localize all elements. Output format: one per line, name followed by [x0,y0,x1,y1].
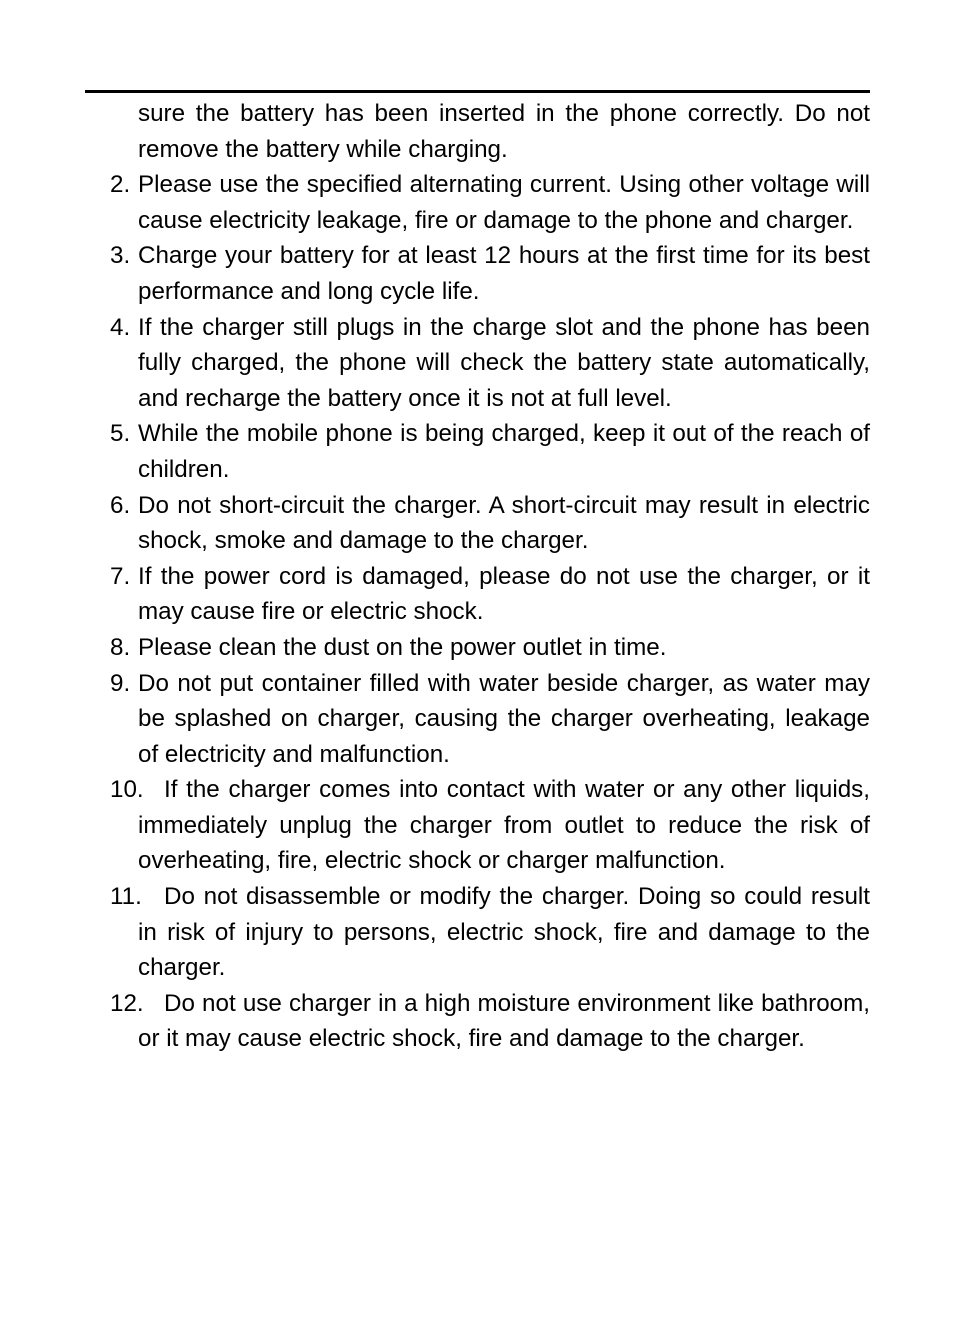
list-item [110,559,870,630]
list-item-text: Please use the specified alternating current. Using other voltage will cause electricity leakage, fire or damage to the phone and charger. [138,171,870,234]
list-item [110,630,870,666]
list-item-number: 4. [110,313,131,341]
document-body [110,96,870,1057]
list-item-text: If the power cord is damaged, please do not use the charger, or it may cause fire or electric shock. [138,562,870,626]
list-item [110,167,870,238]
list-item-continuation [110,96,870,167]
list-item-number: 7. [110,562,131,590]
list-item-text: Do not use charger in a high moisture environment like bathroom, or it may cause electric shock, fire and damage to the charger. [138,989,870,1053]
list-item-number: 11. [110,883,142,911]
header-rule [85,90,870,93]
list-item-text: sure the battery has been inserted in the phone correctly. Do not remove the battery while charging. [138,100,870,163]
list-item-number: 12. [110,989,144,1017]
list-item-number: 5. [110,420,131,448]
list-item-text: Please clean the dust on the power outlet in time. [138,633,667,661]
list-item [110,986,870,1057]
list-item-number: 3. [110,242,131,270]
list-item [110,488,870,559]
list-item-text: If the charger comes into contact with water or any other liquids, immediately unplug the charger from outlet to reduce the risk of overheating, fire, electric shock or charger malfunction. [138,776,870,875]
list-item [110,310,870,417]
list-item-number: 8. [110,633,131,661]
list-item-text: Charge your battery for at least 12 hours at the first time for its best performance and long cycle life. [138,242,870,305]
list-item-number: 9. [110,669,131,697]
list-item-text: Do not short-circuit the charger. A short-circuit may result in electric shock, smoke and damage to the charger. [138,491,870,555]
list-item-text: Do not put container filled with water beside charger, as water may be splashed on charger, causing the charger overheating, leakage of electricity and malfunction. [138,669,870,768]
list-item-text: Do not disassemble or modify the charger. Doing so could result in risk of injury to persons, electric shock, fire and damage to the charger. [138,883,870,982]
list-item [110,666,870,773]
list-item-text: If the charger still plugs in the charge slot and the phone has been fully charged, the phone will check the battery state automatically, and recharge the battery once it is not at full level. [138,313,870,412]
list-item-text: While the mobile phone is being charged, keep it out of the reach of children. [138,420,870,483]
list-item [110,238,870,309]
list-item-number: 10. [110,776,144,804]
list-item-number: 6. [110,491,131,519]
list-item-number: 2. [110,171,131,199]
list-item [110,416,870,487]
list-item [110,772,870,879]
list-item [110,879,870,986]
